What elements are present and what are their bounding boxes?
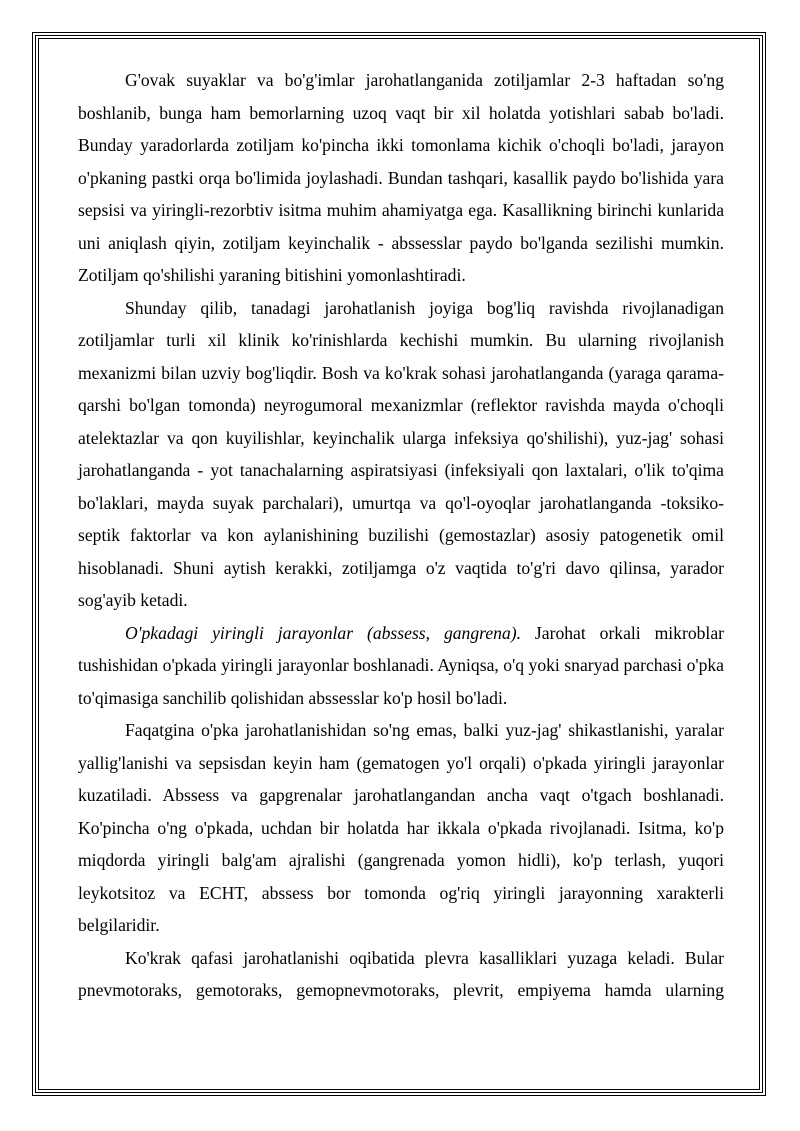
document-body <box>78 64 724 1007</box>
paragraph-2 <box>78 292 724 617</box>
paragraph-1-text: G'ovak suyaklar va bo'g'imlar jarohatlanganida zotiljamlar 2-3 haftadan so'ng boshlanib, bunga ham bemorlarning uzoq vaqt bir xil holatda yotishlari sabab bo'ladi. Bunday yaradorlarda zotiljam ko'pincha ikki tomonlama kichik o'choqli bo'ladi, jarayon o'pkaning pastki orqa bo'limida joylashadi. Bundan tashqari, kasallik paydo bo'lishida yara sepsisi va yiringli-rezorbtiv isitma muhim ahamiyatga ega. Kasallikning birinchi kunlarida uni aniqlash qiyin, zotiljam keyinchalik - abssesslar paydo bo'lganda sezilishi mumkin. Zotiljam qo'shilishi yaraning bitishini yomonlashtiradi. <box>78 70 724 285</box>
paragraph-1 <box>78 64 724 292</box>
paragraph-5-text: Ko'krak qafasi jarohatlanishi oqibatida plevra kasalliklari yuzaga keladi. Bular pnevmotoraks, gemotoraks, gemopnevmotoraks, plevrit, empiyema hamda ularning <box>78 947 724 1000</box>
paragraph-4 <box>78 714 724 942</box>
paragraph-3-text: Jarohat orkali mikroblar tushishidan o'pkada yiringli jarayonlar boshlanadi. Ayniqsa, o'q yoki snaryad parchasi o'pka to'qimasiga sanchilib qolishidan abssesslar ko'p hosil bo'ladi. <box>78 622 724 708</box>
paragraph-2-text: Shunday qilib, tanadagi jarohatlanish joyiga bog'liq ravishda rivojlanadigan zotiljamlar turli xil klinik ko'rinishlarda kechishi mumkin. Bu ularning rivojlanish mexanizmi bilan uzviy bog'liqdir. Bosh va ko'krak sohasi jarohatlanganda (yaraga qarama-qarshi bo'lgan tomonda) neyrogumoral mexanizmlar (reflektor ravishda mayda o'choqli atelektazlar va qon kuyilishlar, keyinchalik ularga infeksiya qo'shilishi), yuz-jag' sohasi jarohatlanganda - yot tanachalarning aspiratsiyasi (infeksiyali qon laxtalari, o'lik to'qima bo'laklari, mayda suyak parchalari), umurtqa va qo'l-oyoqlar jarohatlanganda -toksiko-septik faktorlar va kon aylanishining buzilishi (gemostazlar) asosiy patogenetik omil hisoblanadi. Shuni aytish kerakki, zotiljamga o'z vaqtida to'g'ri davo qilinsa, yarador sog'ayib ketadi. <box>78 297 724 610</box>
paragraph-3-italic: O'pkadagi yiringli jarayonlar (abssess, gangrena). <box>125 622 521 643</box>
paragraph-4-text: Faqatgina o'pka jarohatlanishidan so'ng emas, balki yuz-jag' shikastlanishi, yaralar yallig'lanishi va sepsisdan keyin ham (gematogen yo'l orqali) o'pkada yiringli jarayonlar kuzatiladi. Abssess va gapgrenalar jarohatlangandan ancha vaqt o'tgach boshlanadi. Ko'pincha o'ng o'pkada, uchdan bir holatda har ikkala o'pkada rivojlanadi. Isitma, ko'p miqdorda yiringli balg'am ajralishi (gangrenada yomon hidli), ko'p terlash, yuqori leykotsitoz va ECHT, abssess bor tomonda og'riq yiringli jarayonning xarakterli belgilaridir. <box>78 720 724 935</box>
paragraph-3 <box>78 617 724 715</box>
paragraph-5 <box>78 942 724 1007</box>
